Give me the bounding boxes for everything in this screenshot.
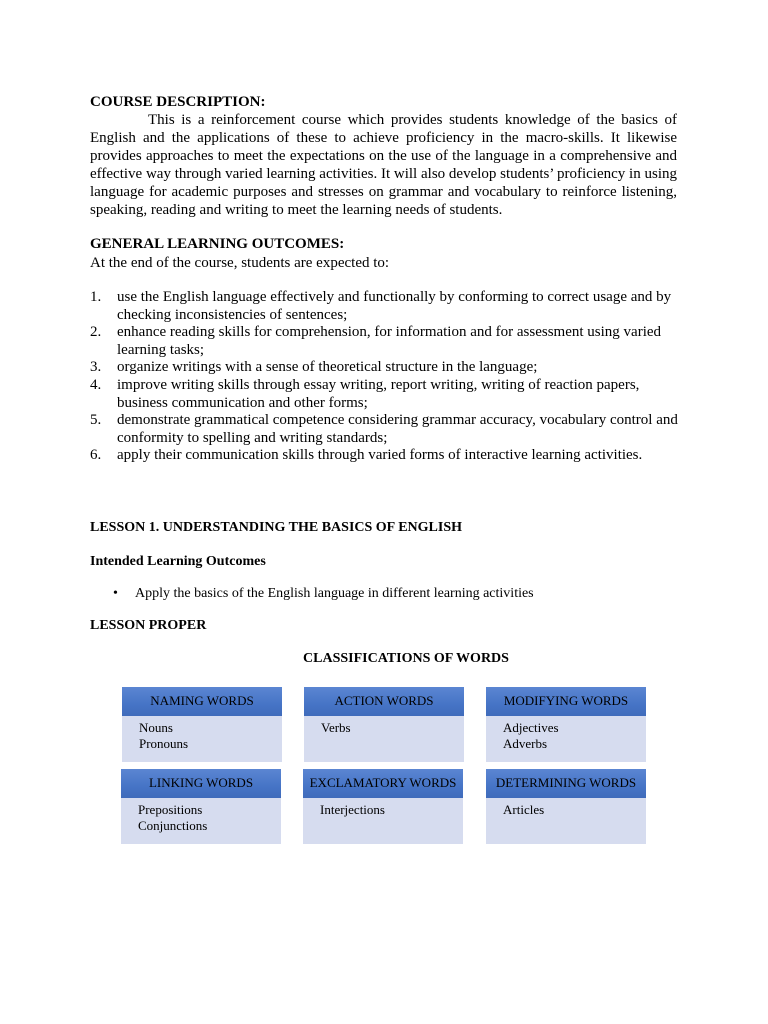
card-title: ACTION WORDS [304, 687, 464, 716]
card-content: Nouns Pronouns [139, 720, 189, 751]
course-description-heading: COURSE DESCRIPTION: [90, 94, 266, 110]
course-description-text: This is a reinforcement course which provides students knowledge of the basics of English and the applications of these to achieve proficiency in the macro-skills. It likewise provides approaches to meet the expectations on the use of the language in a comprehensive and effective way through varied learning activities. It will also develop students’ proficiency in using language for academic purposes and stresses on grammar and vocabulary to reinforce listening, speaking, reading and writing to meet the learning needs of students. [90, 112, 677, 218]
card-content: Verbs [321, 720, 351, 735]
outcomes-list [90, 289, 690, 465]
list-item: 1. use the English language effectively and functionally by conforming to correct usage and by checking inconsistencies of sentences; [90, 289, 672, 323]
list-item: 5. demonstrate grammatical competence considering grammar accuracy, vocabulary control and conformity to spelling and writing standards; [90, 412, 678, 446]
bullet-icon: • [113, 586, 118, 601]
intended-outcome-item: • Apply the basics of the English language in different learning activities [113, 586, 534, 601]
lesson-proper-heading: LESSON PROPER [90, 618, 207, 633]
list-item: 3. organize writings with a sense of theoretical structure in the language; [90, 359, 538, 376]
classifications-title: CLASSIFICATIONS OF WORDS [303, 651, 509, 666]
list-item: 4. improve writing skills through essay writing, report writing, writing of reaction papers, business communication and other forms; [90, 376, 640, 411]
lesson-title: LESSON 1. UNDERSTANDING THE BASICS OF ENGLISH [90, 520, 463, 535]
card-title: NAMING WORDS [122, 687, 282, 716]
intended-outcomes-heading: Intended Learning Outcomes [90, 554, 266, 569]
list-item: 2. enhance reading skills for comprehension, for information and for assessment using varied learning tasks; [90, 324, 662, 358]
card-action-words [304, 687, 464, 762]
card-title: LINKING WORDS [121, 769, 281, 798]
card-determining-words [486, 769, 646, 844]
card-modifying-words [486, 687, 646, 762]
card-title: MODIFYING WORDS [486, 687, 646, 716]
card-naming-words [122, 687, 282, 762]
card-content: Prepositions Conjunctions [138, 802, 208, 833]
card-title: EXCLAMATORY WORDS [303, 769, 463, 798]
card-exclamatory-words [303, 769, 463, 844]
card-content: Interjections [320, 802, 385, 817]
general-outcomes-heading: GENERAL LEARNING OUTCOMES: [90, 236, 345, 252]
list-item: 6. apply their communication skills through varied forms of interactive learning activities. [90, 447, 643, 464]
card-content: Adjectives Adverbs [503, 720, 559, 751]
card-content: Articles [503, 802, 545, 817]
card-title: DETERMINING WORDS [486, 769, 646, 798]
card-linking-words [121, 769, 281, 844]
general-outcomes-intro: At the end of the course, students are expected to: [90, 255, 390, 271]
